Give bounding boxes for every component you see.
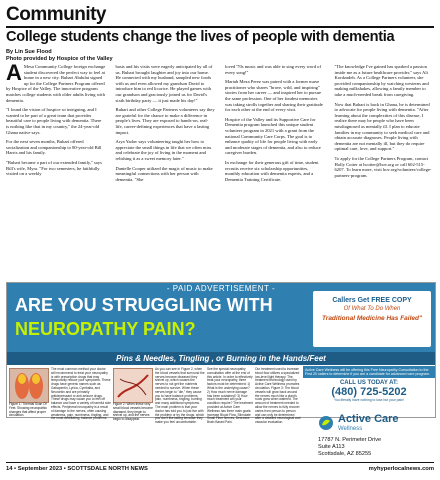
footer-rule [6, 462, 434, 463]
article-column-2 [116, 64, 216, 280]
ad-text-3: See the special neuropathy consultation offer at the end of this article. In order to effectively treat your neuropathy, three factors must be determined: 1) What is the underlying cause? 2) How much nerve damage has been sustained? 3) How much treatment will your condition require? The treatment provided at Active Care Wellness has three main goals: Increase Blood Flow, Stimulate Small Fiber Nerves, Decrease Brain Based Pain. [207, 367, 254, 425]
section-rule [6, 26, 434, 28]
article-paragraph: "Buhari became a part of our extended family," says Bill's wife, Myra. "For two semesters, he faithfully visited on a weekly [6, 159, 102, 177]
blood-vessel-image [113, 368, 153, 403]
article-paragraph: Hospice of the Valley and its Supportive Care for Dementia program launched this unique student volunteer program in 2021 with a grant from the national Community Care Corps. The goal is to enhance quality of life for people living with early and moderate stages of dementia, and also to reduce caregiver burden. [225, 116, 321, 156]
article-paragraph: Buhari and other College Partners volunteers say they are grateful for the chance to make a difference in people's lives. They are exposed to hands-on, real-life, career-defining experiences that have a lasting impact. [115, 107, 215, 135]
ad-text-2: As you can see in Figure 2, when the blood vessels that surround the nerves become diseased they shrivel up, which causes the nerves to not get the nutrients needed to survive. When these nerves begin to "die," they cause you to have balance problems, pain, numbness, tingling, burning and many additional symptoms. The main problem is that your doctor has told you to just live with the problem or try the drugs, which you don't like taking because they make you feel uncomfortable. [155, 367, 205, 425]
figure-1-caption: Figure 1: Thermal Scan Of Feet. Showing neuropathic changes that affect proper circulation. [9, 402, 47, 418]
article-paragraph: For the next seven months, Buhari offered socialization and companionship to 80-year-old Bill Harris and his family. [6, 139, 102, 156]
drop-cap: A [6, 60, 22, 85]
free-copy-box [313, 291, 431, 347]
leaf-logo-icon [318, 415, 334, 431]
feet-scan-icon [10, 369, 48, 402]
article-body [6, 60, 434, 280]
article-paragraph: Mariah Meza Perez was paired with a former nurse practitioner who shares "brave, wild, and inspiring" stories from her career — and inspired her to pursue the same profession. One of her fondest memories was taking strolls together and sharing their gratitude for each other at the end of every visit. [225, 79, 323, 113]
article-paragraph: To apply for the College Partners Program, contact Holly Cotter at hcotter@hov.org or call 602-515-6207. To learn more, visit hov.org/volunteer/college-partners-program. [334, 155, 432, 178]
callers-line-2: Of What To Do When [343, 306, 401, 312]
neuropathy-ad [6, 282, 436, 425]
section-title: Community [6, 4, 106, 25]
article-paragraph: Danielle Cooper utilized the magic of music to make meaningful connections with her person with dementia. "She [115, 165, 213, 182]
ad-text-1: The most common method your doctor will recommend to treat your neuropathy is with prescription drugs that may temporarily reduce your symptoms. These drugs have generic names such as Gabapentin, Lyrica, Cymbalta, and Neurontin and are primarily antidepressant or anti-seizure drugs. These drugs may cause you to feel off balance and have a variety of harmful side effects. Peripheral neuropathy is a result of damage to the nerves, often causing weakness, pain, numbness, tingling, and the most debilitating, balance problems. [51, 367, 111, 421]
article-column-3 [225, 64, 325, 280]
figure-2-caption: Figure 2: When these very small blood vessels become diseased, they begin to shrivel up, and the nerves begin to disappear. [113, 402, 153, 422]
ad-address [318, 437, 381, 458]
callers-line-1: Callers Get FREE COPY [332, 297, 412, 304]
photo-credit: Photo provided by Hospice of the Valley [6, 56, 113, 62]
address-line: Suite A113 [318, 444, 345, 450]
consultation-offer [303, 366, 435, 417]
call-label: CALL US TODAY AT: [339, 380, 399, 387]
ad-text-4: Our treatment used to increase blood flow utilizes a specialized low-level light therapy. The treatment technology used by Active Care Wellness promotes circulation. Figure 3: The blood vessels will grow back around the nerves much like a plant's roots grow when watered. The amount of treatment needed to allow the nerves to fully recover varies from person to person and can only be determined after a detailed neurological and vascular evaluation. [255, 367, 301, 425]
ad-tag: - PAID ADVERTISEMENT - [166, 284, 276, 293]
thermal-scan-image [9, 368, 49, 403]
address-line: 17787 N. Perimeter Drive [318, 437, 382, 443]
article-column-4 [335, 64, 435, 280]
logo-sub: Wellness [338, 426, 363, 432]
article-paragraph: loved '70s music and was able to sing every word of every song!" [225, 64, 321, 75]
ad-headline-2: NEUROPATHY PAIN? [15, 319, 196, 339]
article-paragraph: In exchange for their generous gift of time, student recruits receive six scholarship opportunities, monthly education with dementia experts, and a Dementia Training Certificate. [225, 159, 319, 182]
footer-website[interactable]: myhyperlocalnews.com [368, 466, 434, 472]
active-care-logo [318, 413, 430, 435]
headline: College students change the lives of people with dementia [6, 29, 395, 45]
offer-text: Active Care Wellness will be offering this Free Neuropathy Consultation to the First 20 callers to determine if you are a candidate for advanced care program. [303, 366, 435, 378]
address-line: Scottsdale, AZ 85255 [318, 451, 372, 457]
tagline: You literally have nothing to lose but your pain! [334, 398, 404, 403]
ad-body [7, 366, 435, 425]
article-paragraph: "I found the vision of hospice so intriguing, and I wanted to be part of a great team that provides beautiful care to people living with dementia. There is nothing like that in my country," the 24-year-old Ghana native says. [6, 107, 102, 135]
article-paragraph: Arya Yadav says volunteering taught her how to appreciate the small things in life that we often miss and celebrate the joy of living in the moment and relishing it as a sweet memory later." [115, 139, 212, 161]
nerve-diagram-icon [114, 369, 152, 402]
article-paragraph: "The knowledge I've gained has sparked a passion inside me as a future healthcare provider," says Ali Kordzadeh. As a College Partners volunteer, she provided companionship by watching westerns and making milkshakes, allowing a family member to take a much-needed break from caregiving. [334, 64, 429, 97]
author: By Lin Sue Flood [6, 49, 52, 55]
callers-line-3: Traditional Medicine Has Failed" [321, 315, 423, 322]
ad-header [7, 283, 435, 352]
phone-number[interactable]: (480) 725-5202 [331, 386, 407, 399]
ad-symptom-band: Pins & Needles, Tingling , or Burning in the Hands/Feet [7, 352, 435, 365]
article-column-1 [6, 60, 106, 280]
ad-headline-1: ARE YOU STRUGGLING WITH [15, 295, 273, 315]
footer-page-info: 14 • September 2023 • SCOTTSDALE NORTH NEWS [6, 466, 148, 472]
article-paragraph: Now that Buhari is back in Ghana, he is determined to advocate for people living with dementia. "After learning about the complexities of this disease, I realize there may be people who have been misdiagnosed as mentally ill. I plan to educate families in my community to seek medical care and obtain accurate diagnoses. People living with dementia are not mentally ill, but they do require optimal care, love, and support." [334, 101, 430, 152]
logo-name: Active Care [338, 413, 399, 425]
article-paragraph: basis and his visits were eagerly anticipated by all of us. Buhari brought laughter and joy into our home. He connected with my husband, sampled new foods with us and even allowed my grandson David to introduce him to red licorice. He played games with our grandson and graciously joined us for David's sixth birthday party — it just made his day!" [115, 64, 213, 103]
article-paragraph: A Mesa Community College foreign exchange student discovered the perfect way to feel at home in a new city. Buhari Abdulai signed up for the College Partners Program offered by Hospice of the Valley. The innovative program matches college students with older adults living with dementia. [6, 60, 106, 103]
